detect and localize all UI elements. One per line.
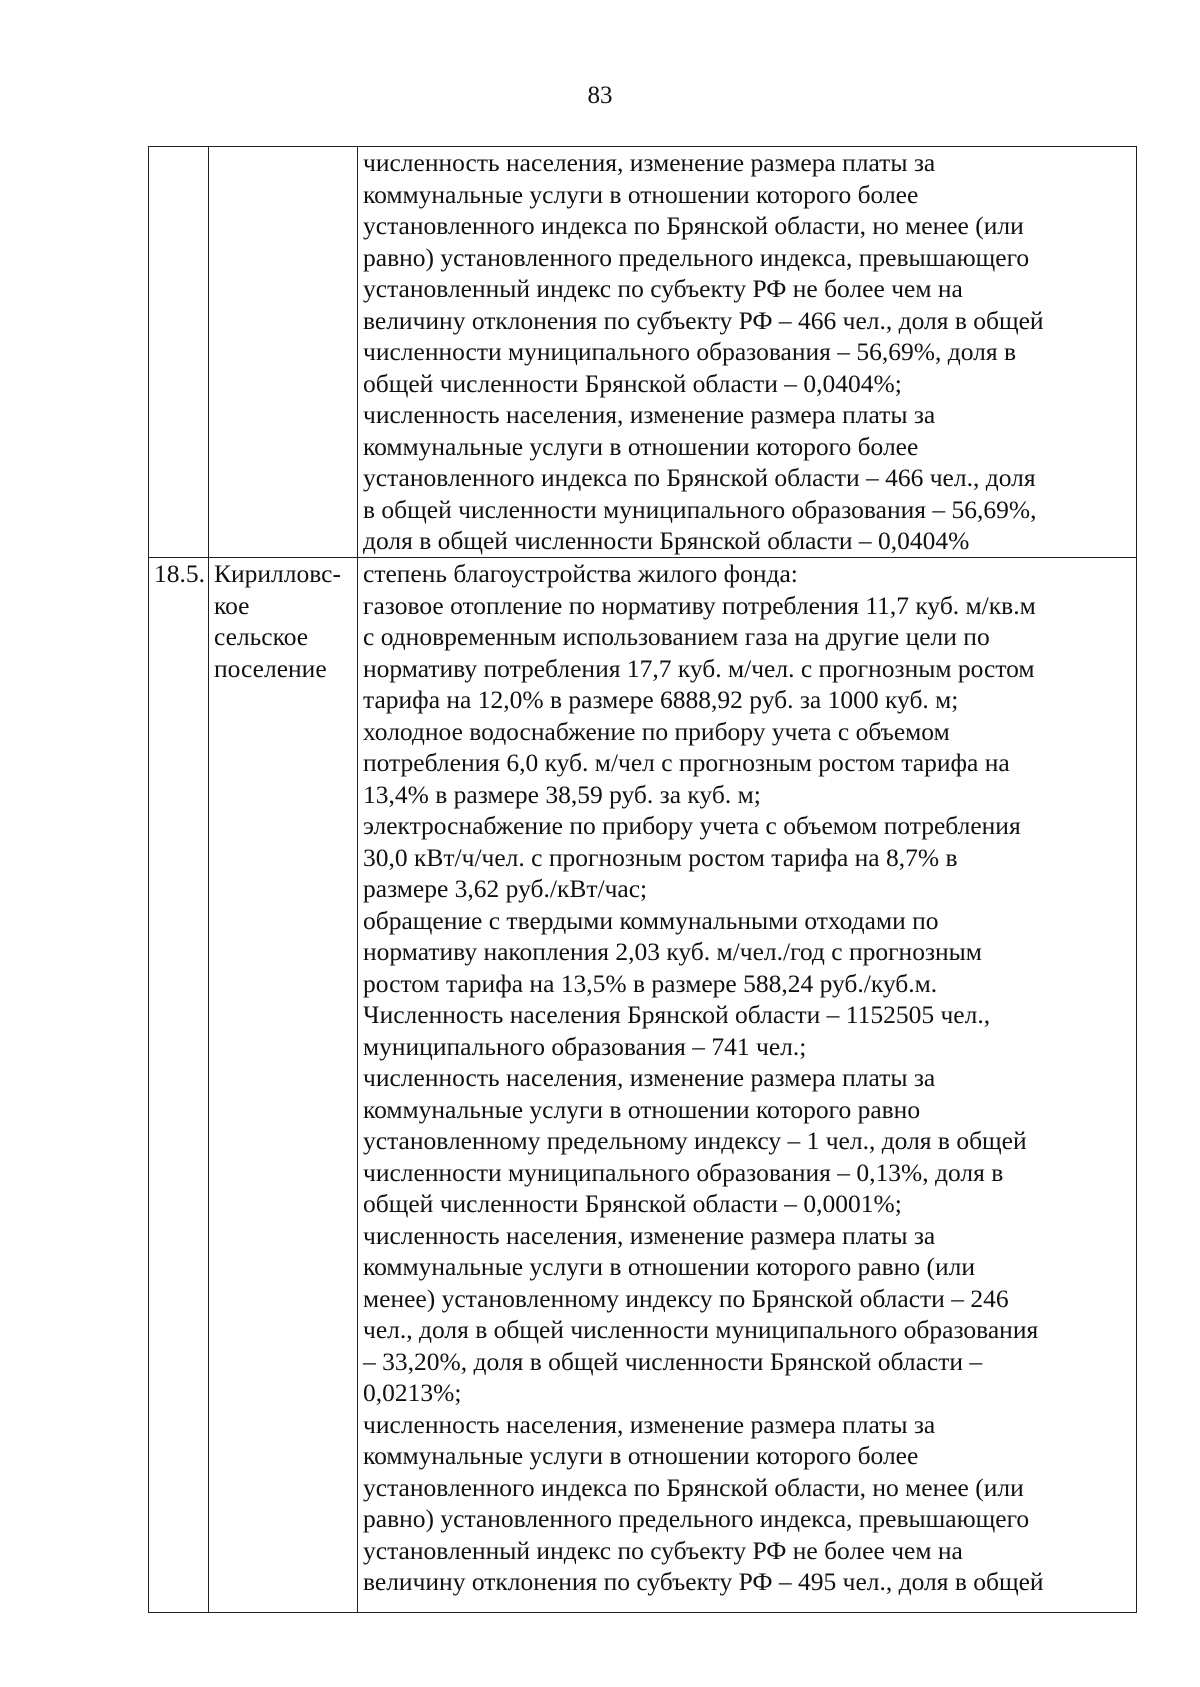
text-line: в общей численности муниципального образования – 56,69%, [363,494,1037,524]
text-line: численности муниципального образования – 0,13%, доля в [363,1157,1004,1187]
text-line: установленный индекс по субъекту РФ не более чем на [363,274,963,303]
text-line: численность населения, изменение размера платы за [363,148,936,177]
text-line: Численность населения Брянской области – 1152505 чел., [363,1000,991,1029]
text-line: обращение с твердыми коммунальными отходами по [363,905,939,935]
text-line: степень благоустройства жилого фонда: [363,559,798,588]
page-number: 83 [587,82,613,109]
text-line: коммунальные услуги в отношении которого более [363,431,919,461]
text-line: – 33,20%, доля в общей численности Брянской области – [363,1346,983,1376]
settlement-name-line: кое [214,590,250,620]
table-row [149,558,1137,1613]
text-line: чел., доля в общей численности муниципального образования [363,1315,1039,1344]
text-line: потребления 6,0 куб. м/чел с прогнозным ростом тарифа на [363,748,1010,777]
text-line: установленному предельному индексу – 1 чел., доля в общей [363,1126,1027,1155]
text-line: коммунальные услуги в отношении которого равно (или [363,1252,975,1281]
settlement-name-line: сельское [214,622,309,651]
text-line: нормативу потребления 17,7 куб. м/чел. с прогнозным ростом [363,653,1035,683]
text-line: численность населения, изменение размера платы за [363,1063,936,1092]
table-row [149,147,1137,558]
text-line: коммунальные услуги в отношении которого равно [363,1094,921,1124]
text-line: равно) установленного предельного индекса, превышающего [363,242,1030,272]
description-cell [358,147,1137,558]
text-line: 30,0 кВт/ч/чел. с прогнозным ростом тарифа на 8,7% в [363,842,958,872]
text-line: электроснабжение по прибору учета с объемом потребления [363,811,1021,840]
text-line: численность населения, изменение размера платы за [363,1220,936,1250]
text-line: коммунальные услуги в отношении которого более [363,179,919,209]
text-line: менее) установленному индексу по Брянской области – 246 [363,1283,1009,1313]
text-line: газовое отопление по нормативу потребления 11,7 куб. м/кв.м [363,590,1036,620]
text-line: общей численности Брянской области – 0,0404%; [363,368,902,398]
text-line: муниципального образования – 741 чел.; [363,1031,807,1061]
text-line: 0,0213%; [363,1378,462,1407]
text-line: величину отклонения по субъекту РФ – 466 чел., доля в общей [363,305,1044,335]
text-line: численность населения, изменение размера платы за [363,1409,936,1439]
text-line: коммунальные услуги в отношении которого более [363,1441,919,1470]
text-line: численности муниципального образования – 56,69%, доля в [363,337,1016,366]
text-line: нормативу накопления 2,03 куб. м/чел./год с прогнозным [363,937,982,966]
settlement-name-line: Кирилловс- [214,559,341,588]
row-number-cell [149,147,209,558]
text-line: размере 3,62 руб./кВт/час; [363,874,648,903]
settlement-name-cell [209,558,358,1613]
text-line: численность населения, изменение размера платы за [363,400,936,429]
text-line: установленный индекс по субъекту РФ не более чем на [363,1535,963,1565]
text-line: установленного индекса по Брянской области, но менее (или [363,1472,1024,1502]
text-line: с одновременным использованием газа на другие цели по [363,622,990,651]
settlement-table [148,146,1137,1613]
text-line: равно) установленного предельного индекса, превышающего [363,1504,1030,1533]
text-line: ростом тарифа на 13,5% в размере 588,24 руб./куб.м. [363,968,938,998]
settlement-name-cell [209,147,358,558]
text-line: установленного индекса по Брянской области, но менее (или [363,211,1024,240]
text-line: тарифа на 12,0% в размере 6888,92 руб. за 1000 куб. м; [363,685,959,714]
text-line: 13,4% в размере 38,59 руб. за куб. м; [363,779,761,809]
text-line: холодное водоснабжение по прибору учета с объемом [363,716,950,746]
text-line: общей численности Брянской области – 0,0001%; [363,1189,902,1218]
text-line: доля в общей численности Брянской области – 0,0404% [363,526,970,555]
row-number-cell: 18.5. [149,558,209,1613]
description-cell [358,558,1137,1613]
settlement-name-line: поселение [214,653,327,683]
text-line: величину отклонения по субъекту РФ – 495 чел., доля в общей [363,1567,1044,1596]
text-line: установленного индекса по Брянской области – 466 чел., доля [363,463,1036,492]
